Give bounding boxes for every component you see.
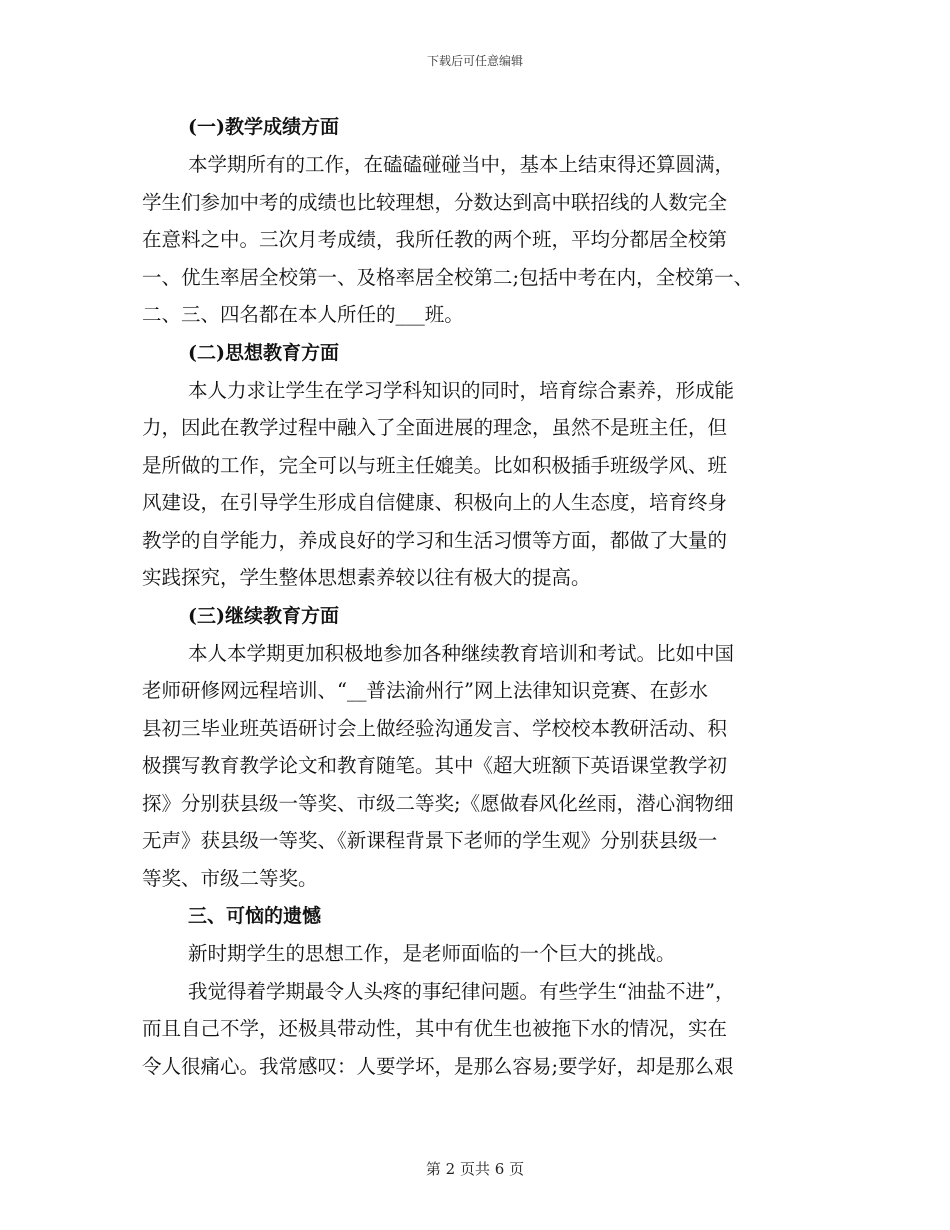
text-line: 本人本学期更加积极地参加各种继续教育培训和考试。比如中国 (188, 641, 735, 665)
text-line: 而且自己不学，还极具带动性，其中有优生也被拖下水的情况，实在 (142, 1017, 728, 1040)
section-heading-continuing-education: (三)继续教育方面 (188, 604, 339, 627)
text-line: 老师研修网远程培训、“__普法渝州行”网上法律知识竞赛、在彭水 (142, 679, 708, 702)
paragraph-discipline (142, 973, 814, 1086)
text-line: 无声》获县级一等奖、《新课程背景下老师的学生观》分别获县级一 (142, 829, 718, 852)
section-heading-teaching-results: (一)教学成绩方面 (188, 116, 339, 138)
section-heading-regrets: 三、可恼的遗憾 (188, 905, 322, 927)
paragraph-continuing-education (142, 635, 814, 898)
text-line: 我觉得着学期最令人头疼的事纪律问题。有些学生“油盐不进”， (188, 979, 735, 1003)
text-line: 县初三毕业班英语研讨会上做经验沟通发言、学校校本教研活动、积 (142, 716, 728, 740)
text-line: 令人很痛心。我常感叹：人要学坏，是那么容易;要学好，却是那么艰 (142, 1054, 734, 1078)
text-line: 在意料之中。三次月考成绩，我所任教的两个班，平均分都居全校第 (142, 228, 728, 251)
document-body (142, 108, 814, 1085)
text-line: 本人力求让学生在学习学科知识的同时，培育综合素养，形成能 (188, 378, 735, 402)
text-line: 极撰写教育教学论文和教育随笔。其中《超大班额下英语课堂教学初 (142, 754, 728, 777)
text-line: 二、三、四名都在本人所任的___班。 (142, 303, 464, 326)
text-line: 等奖、市级二等奖。 (142, 866, 318, 890)
page-footer: 第 2 页共 6 页 (425, 1160, 525, 1178)
text-line: 教学的自学能力，养成良好的学习和生活习惯等方面，都做了大量的 (142, 528, 728, 552)
paragraph-moral-education (142, 372, 814, 597)
text-line: 学生们参加中考的成绩也比较理想，分数达到高中联招线的人数完全 (142, 190, 728, 214)
text-line: 风建设，在引导学生形成自信健康、积极向上的人生态度，培育终身 (142, 491, 728, 514)
text-line: 新时期学生的思想工作，是老师面临的一个巨大的挑战。 (188, 942, 676, 965)
paragraph-regrets-intro (142, 935, 814, 973)
text-line: 探》分别获县级一等奖、市级二等奖;《愿做春风化丝雨，潜心润物细 (142, 791, 734, 815)
text-line: 力，因此在教学过程中融入了全面进展的理念，虽然不是班主任，但 (142, 416, 728, 439)
text-line: 是所做的工作，完全可以与班主任媲美。比如积极插手班级学风、班 (142, 453, 728, 477)
page-header: 下载后可任意编辑 (426, 54, 523, 68)
text-line: 本学期所有的工作，在磕磕碰碰当中，基本上结束得还算圆满， (188, 153, 735, 176)
text-line: 实践探究，学生整体思想素养较以往有极大的提高。 (142, 566, 591, 589)
text-line: 一、优生率居全校第一、及格率居全校第二;包括中考在内，全校第一、 (142, 265, 754, 289)
section-heading-moral-education: (二)思想教育方面 (188, 341, 339, 364)
paragraph-teaching-results (142, 146, 814, 334)
